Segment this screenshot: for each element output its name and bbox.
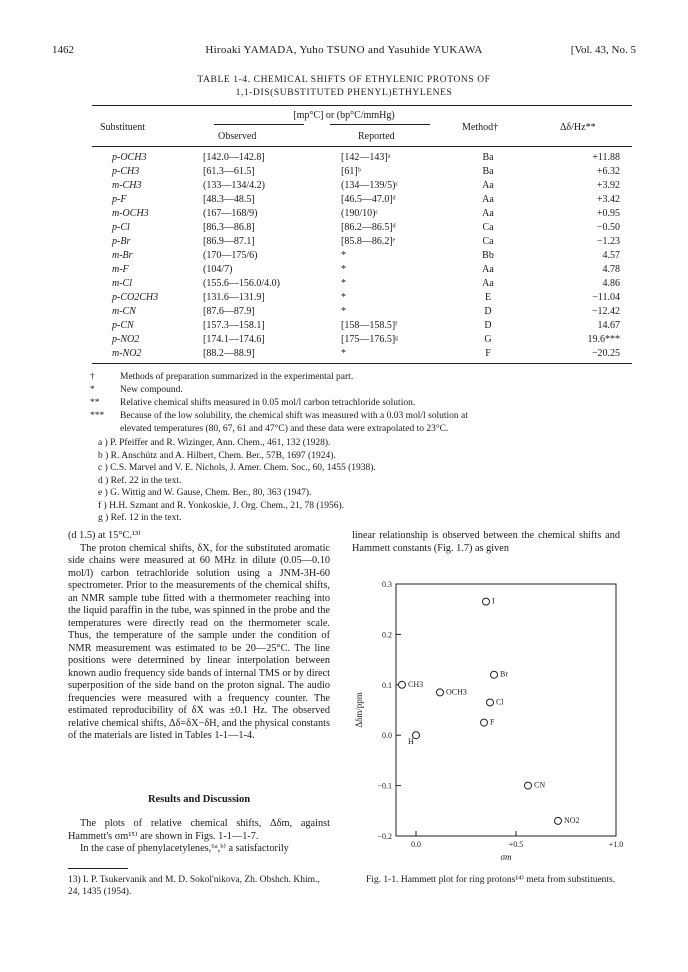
- y-tick-label: −0.1: [377, 781, 392, 791]
- table-top-rule: [92, 105, 632, 106]
- data-point: [481, 719, 488, 726]
- reference-item: e ) G. Wittig and W. Gause, Chem. Ber., 80, 363 (1947).: [98, 488, 312, 498]
- cell-substituent: m-NO2: [112, 348, 142, 359]
- point-label: F: [490, 717, 495, 727]
- cell-observed: [88.2—88.9]: [203, 348, 255, 359]
- footnote-item: [90, 397, 650, 410]
- footnote-item: [90, 371, 650, 384]
- table-row: [0, 347, 688, 361]
- reference-item: g ) Ref. 12 in the text.: [98, 513, 182, 523]
- para-results: The plots of relative chemical shifts, Δδm, against Hammett's σm¹⁵⁾ are shown in Figs. 1-1—1-7.: [68, 818, 330, 842]
- cell-method: F: [485, 348, 491, 359]
- cell-delta: +0.95: [596, 208, 620, 219]
- footnote-text: Relative chemical shifts measured in 0.05 mol/l carbon tetrachloride solution.: [120, 398, 416, 408]
- table-row: [0, 263, 688, 277]
- running-header: [52, 44, 636, 58]
- cell-observed: (133—134/4.2): [203, 180, 265, 191]
- reference-item: f ) H.H. Szmant and R. Yonkoskie, J. Org. Chem., 21, 78 (1956).: [98, 500, 345, 511]
- cell-delta: +3.42: [596, 194, 620, 205]
- footnote-text: Methods of preparation summarized in the experimental part.: [120, 372, 354, 382]
- cell-method: Ba: [482, 166, 494, 177]
- point-label: OCH3: [446, 687, 467, 697]
- cell-observed: [86.3—86.8]: [203, 222, 255, 233]
- table-row: [0, 249, 688, 263]
- y-tick-label: 0.3: [382, 580, 392, 589]
- cell-substituent: p-Cl: [112, 222, 130, 233]
- data-point: [399, 681, 406, 688]
- cell-observed: (170—175/6): [203, 250, 258, 261]
- cell-observed: [131.6—131.9]: [203, 292, 265, 303]
- y-tick-label: 0.0: [382, 731, 392, 741]
- para-results-2: In the case of phenylacetylenes,⁶ᵃ,ᵇ⁾ a satisfactorily: [80, 843, 289, 854]
- cell-observed: [157.3—158.1]: [203, 320, 265, 331]
- para-right: linear relationship is observed between the chemical shifts and Hammett constants (Fig. 1.7) as given: [352, 530, 620, 554]
- footnote-mark: †: [90, 372, 95, 382]
- cell-substituent: m-CN: [112, 306, 136, 317]
- cell-substituent: m-OCH3: [112, 208, 149, 219]
- y-tick-label: 0.1: [382, 680, 392, 690]
- cell-reported: *: [341, 306, 346, 317]
- cell-substituent: m-Cl: [112, 278, 132, 289]
- reference-item: b ) R. Anschütz and A. Hilbert, Chem. Ber., 57B, 1697 (1924).: [98, 450, 336, 461]
- observed-rule: [214, 124, 304, 125]
- data-point: [483, 598, 490, 605]
- footnote-item: [90, 423, 650, 436]
- col-head-delta: Δδ/Hz**: [560, 122, 596, 133]
- footnote-item: [90, 410, 650, 423]
- table-row: [0, 291, 688, 305]
- running-authors: Hiroaki YAMADA, Yuho TSUNO and Yasuhide YUKAWA: [205, 44, 483, 56]
- cell-method: Aa: [482, 264, 494, 275]
- cell-delta: −11.04: [592, 292, 620, 303]
- cell-reported: *: [341, 348, 346, 359]
- footnote-text: elevated temperatures (80, 67, 61 and 47°C) and these data were extrapolated to 23°C.: [120, 424, 449, 434]
- cell-reported: *: [341, 250, 346, 261]
- cell-method: E: [484, 292, 492, 303]
- cell-observed: [48.3—48.5]: [203, 194, 255, 205]
- table-row: [0, 277, 688, 291]
- cell-method: Aa: [482, 208, 494, 219]
- reference-item: d ) Ref. 22 in the text.: [98, 475, 182, 486]
- table-bottom-rule: [92, 363, 632, 364]
- table-row: [0, 193, 688, 207]
- cell-method: Ba: [482, 152, 494, 163]
- cell-delta: +11.88: [592, 152, 620, 163]
- cell-observed: [142.0—142.8]: [203, 152, 265, 163]
- table-row: [0, 151, 688, 165]
- cell-substituent: p-Br: [112, 236, 131, 247]
- data-point: [525, 782, 532, 789]
- table-row: [0, 165, 688, 179]
- cell-reported: [61]ᵇ: [341, 166, 361, 177]
- reference-item: a ) P. Pfeiffer and R. Wizinger, Ann. Chem., 461, 132 (1928).: [98, 438, 331, 448]
- x-tick-label: +0.5: [508, 840, 524, 849]
- table-head-rule: [92, 146, 632, 147]
- left-column: [68, 530, 330, 743]
- cell-reported: (190/10)ᶜ: [341, 208, 378, 219]
- data-point: [491, 671, 498, 678]
- footnote-mark: ***: [90, 411, 105, 421]
- cell-method: Ca: [482, 236, 494, 247]
- cell-delta: +3.92: [596, 180, 620, 191]
- cell-delta: 4.86: [602, 278, 620, 289]
- cell-method: Ca: [482, 222, 494, 233]
- cell-delta: +6.32: [596, 166, 620, 177]
- cell-delta: 4.78: [602, 264, 620, 275]
- cell-substituent: m-Br: [112, 250, 133, 261]
- table-row: [0, 235, 688, 249]
- cell-method: Bb: [482, 250, 494, 261]
- hammett-plot: [348, 572, 628, 870]
- footnote-rule: [68, 868, 128, 869]
- cell-reported: (134—139/5)ᶜ: [341, 180, 398, 191]
- cell-substituent: m-CH3: [112, 180, 142, 191]
- cell-method: D: [484, 306, 492, 317]
- data-point: [487, 699, 494, 706]
- cell-observed: [174.1—174.6]: [203, 334, 265, 345]
- cell-observed: (155.6—156.0/4.0): [203, 278, 280, 289]
- page-number: 1462: [52, 44, 74, 56]
- x-tick-label: +1.0: [608, 840, 624, 849]
- point-label: I: [492, 596, 495, 606]
- left-column-results: [68, 818, 330, 856]
- cell-substituent: p-F: [112, 194, 127, 205]
- point-label: H: [408, 737, 414, 747]
- cell-substituent: p-CN: [112, 320, 134, 331]
- volume-info: [Vol. 43, No. 5: [570, 44, 636, 56]
- para-methods: The proton chemical shifts, δX, for the substituted aromatic side chains were measured at 60 MHz in dilute (0.05—0.10 mol/l) carbon tetrachloride solution using a JNM-3H-60 spectrometer. Prior to the measurements of the chemical shifts, an NMR sample tube fitted with a thermometer reaching into the liquid paraffin in the tube, was spinned in the probe and the temperatures were directly read on the thermometer scale. Thus, the temperature of the sample under the condition of NMR measurement was estimated to be 20—25°C. The line positions were determined by linear interpolation between known audio frequency side bands of internal TMS or by direct superposition of the side band on the proton signal. The audio frequencies were measured with a frequency counter. The estimated reproducibility of δX was ±0.1 Hz. The observed relative chemical shifts, Δδ=δX−δH, and the physical constants of the materials are listed in Tables 1-1—1-4.: [68, 542, 330, 741]
- col-head-method: Method†: [462, 122, 499, 133]
- col-head-substituent: Substituent: [100, 122, 146, 133]
- cell-observed: (104/7): [203, 264, 233, 275]
- cell-substituent: p-OCH3: [112, 152, 147, 163]
- table-row: [0, 333, 688, 347]
- cell-substituent: p-CH3: [112, 166, 140, 177]
- x-axis-label: σm: [500, 852, 512, 862]
- cell-reported: [86.2—86.5]ᵈ: [341, 222, 396, 233]
- cell-delta: −12.42: [591, 306, 620, 317]
- right-column: [352, 530, 620, 555]
- cell-reported: *: [341, 264, 346, 275]
- cell-reported: *: [341, 278, 346, 289]
- cell-delta: 14.67: [597, 320, 620, 331]
- cell-observed: [86.9—87.1]: [203, 236, 255, 247]
- point-label: CH3: [408, 679, 424, 689]
- footnote-item: [90, 384, 650, 397]
- cell-substituent: p-CO2CH3: [112, 292, 159, 303]
- cell-delta: −0.50: [596, 222, 620, 233]
- data-point: [437, 689, 444, 696]
- col-head-reported: Reported: [358, 131, 395, 142]
- cell-delta: −20.25: [591, 348, 620, 359]
- para-cont: (d 1.5) at 15°C.¹³⁾: [68, 530, 141, 541]
- page-footnote: 13) I. P. Tsukervanik and M. D. Sokol'nikova, Zh. Obshch. Khim., 24, 1435 (1954).: [68, 875, 320, 897]
- footnote-mark: **: [90, 398, 100, 408]
- col-head-mp: [mp°C] or (bp°C/mmHg): [293, 110, 395, 121]
- table-row: [0, 221, 688, 235]
- cell-method: G: [484, 334, 492, 345]
- y-axis-label: Δδm/ppm: [354, 692, 364, 728]
- cell-reported: *: [341, 292, 346, 303]
- reported-rule: [330, 124, 430, 125]
- point-label: CN: [534, 780, 546, 790]
- section-heading: Results and Discussion: [147, 794, 251, 805]
- figure-caption: Fig. 1-1. Hammett plot for ring protons¹⁴⁾ meta from substituents.: [366, 875, 616, 885]
- point-label: Cl: [496, 697, 504, 707]
- table-row: [0, 207, 688, 221]
- cell-substituent: p-NO2: [112, 334, 140, 345]
- cell-method: D: [484, 320, 492, 331]
- footnote-text: Because of the low solubility, the chemical shift was measured with a 0.03 mol/l solution at: [120, 411, 468, 421]
- cell-observed: (167—168/9): [203, 208, 258, 219]
- cell-method: Aa: [482, 194, 494, 205]
- point-label: Br: [500, 669, 508, 679]
- cell-observed: [61.3—61.5]: [203, 166, 255, 177]
- cell-method: Aa: [482, 180, 494, 191]
- cell-reported: [175—176.5]ᵍ: [341, 334, 399, 345]
- plot-frame: [396, 584, 616, 836]
- cell-delta: 4.57: [602, 250, 620, 261]
- y-tick-label: −0.2: [377, 832, 392, 841]
- y-tick-label: 0.2: [382, 630, 392, 640]
- cell-observed: [87.6—87.9]: [203, 306, 255, 317]
- cell-reported: [142—143]ᵃ: [341, 152, 391, 163]
- footnote-mark: *: [90, 385, 95, 395]
- x-tick-label: 0.0: [411, 840, 421, 849]
- cell-delta: −1.23: [596, 236, 620, 247]
- table-row: [0, 319, 688, 333]
- table-caption-line1: TABLE 1-4. CHEMICAL SHIFTS OF ETHYLENIC PROTONS OF: [197, 75, 491, 85]
- reference-item: c ) C.S. Marvel and V. E. Nichols, J. Amer. Chem. Soc., 60, 1455 (1938).: [98, 463, 376, 473]
- table-row: [0, 179, 688, 193]
- cell-substituent: m-F: [112, 264, 129, 275]
- footnote-text: New compound.: [120, 385, 183, 395]
- cell-reported: [158—158.5]ᶠ: [341, 320, 398, 331]
- cell-reported: [85.8—86.2]ᵉ: [341, 236, 396, 247]
- col-head-observed: Observed: [218, 131, 257, 142]
- point-label: NO2: [564, 815, 580, 825]
- data-point: [555, 817, 562, 824]
- cell-delta: 19.6***: [587, 334, 620, 345]
- cell-method: Aa: [482, 278, 494, 289]
- cell-reported: [46.5—47.0]ᵈ: [341, 194, 396, 205]
- table-row: [0, 305, 688, 319]
- table-caption-line2: 1,1-DIS(SUBSTITUTED PHENYL)ETHYLENES: [235, 88, 453, 98]
